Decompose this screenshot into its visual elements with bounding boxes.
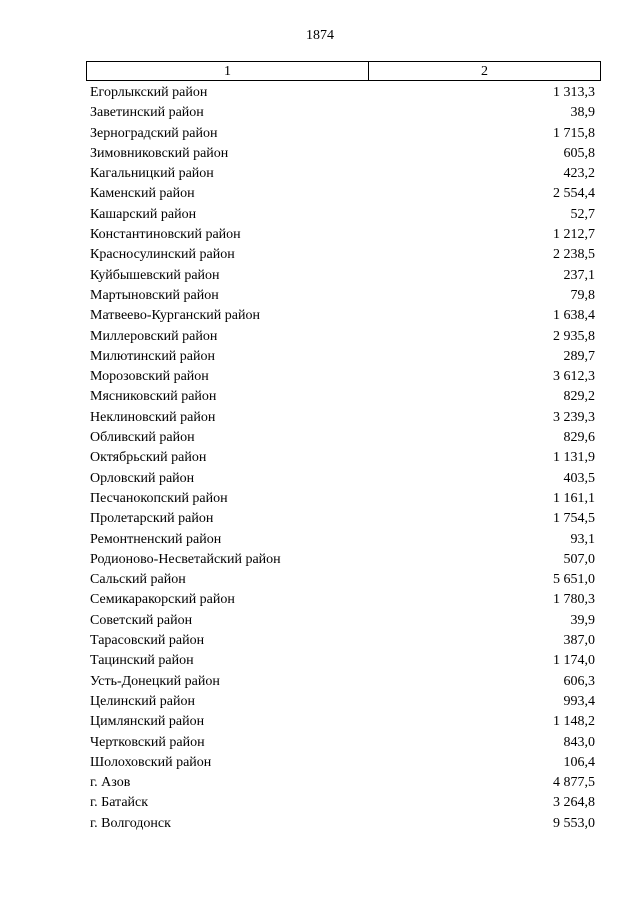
district-value: 4 877,5 bbox=[553, 775, 595, 791]
district-name: Усть-Донецкий район bbox=[90, 673, 220, 689]
district-name: Милютинский район bbox=[90, 348, 216, 364]
table-row bbox=[86, 570, 601, 590]
table-row bbox=[86, 631, 601, 651]
table-row bbox=[86, 509, 601, 529]
table-row bbox=[86, 489, 601, 509]
district-value: 1 313,3 bbox=[553, 85, 595, 100]
district-name: Целинский район bbox=[90, 693, 195, 709]
district-value: 606,3 bbox=[563, 673, 595, 689]
district-value: 507,0 bbox=[563, 551, 595, 567]
table-row bbox=[86, 387, 601, 407]
data-table bbox=[86, 61, 601, 834]
page-number: 1874 bbox=[306, 28, 334, 43]
district-value: 993,4 bbox=[563, 693, 595, 709]
district-name: Заветинский район bbox=[90, 105, 204, 121]
district-name: Кашарский район bbox=[90, 206, 197, 222]
table-row bbox=[86, 448, 601, 468]
table-row bbox=[86, 306, 601, 326]
district-value: 5 651,0 bbox=[553, 572, 595, 588]
table-row bbox=[86, 225, 601, 245]
table-row bbox=[86, 164, 601, 184]
table-header bbox=[86, 61, 601, 81]
district-name: Матвеево-Курганский район bbox=[90, 308, 260, 324]
district-name: Зимовниковский район bbox=[90, 145, 229, 161]
district-value: 237,1 bbox=[563, 267, 595, 283]
table-row bbox=[86, 428, 601, 448]
district-value: 106,4 bbox=[563, 754, 595, 770]
district-name: Куйбышевский район bbox=[90, 267, 220, 283]
table-row bbox=[86, 611, 601, 631]
table-row bbox=[86, 205, 601, 225]
table-row bbox=[86, 550, 601, 570]
district-value: 423,2 bbox=[563, 166, 595, 182]
district-name: Чертковский район bbox=[90, 734, 205, 750]
table-row bbox=[86, 144, 601, 164]
district-name: Мартыновский район bbox=[90, 287, 219, 303]
district-name: Тацинский район bbox=[90, 653, 194, 669]
district-value: 2 238,5 bbox=[553, 247, 595, 263]
district-value: 1 148,2 bbox=[553, 714, 595, 730]
district-value: 843,0 bbox=[563, 734, 595, 750]
district-value: 39,9 bbox=[570, 612, 595, 628]
district-value: 387,0 bbox=[563, 633, 595, 649]
table-row bbox=[86, 327, 601, 347]
district-value: 2 935,8 bbox=[553, 328, 595, 344]
table-row bbox=[86, 266, 601, 286]
district-value: 1 161,1 bbox=[553, 490, 595, 506]
table-row bbox=[86, 347, 601, 367]
table-row bbox=[86, 286, 601, 306]
district-name: Тарасовский район bbox=[90, 633, 205, 649]
district-value: 289,7 bbox=[563, 348, 595, 364]
district-name: Шолоховский район bbox=[90, 754, 212, 770]
table-row bbox=[86, 245, 601, 265]
district-value: 403,5 bbox=[563, 470, 595, 486]
district-name: Константиновский район bbox=[90, 227, 241, 243]
district-name: Цимлянский район bbox=[90, 714, 205, 730]
district-name: г. Батайск bbox=[90, 795, 149, 811]
district-name: Пролетарский район bbox=[90, 511, 214, 527]
district-name: Миллеровский район bbox=[90, 328, 218, 344]
district-value: 9 553,0 bbox=[553, 815, 595, 831]
district-name: Красносулинский район bbox=[90, 247, 235, 263]
table-row bbox=[86, 773, 601, 793]
district-value: 605,8 bbox=[563, 145, 595, 161]
table-row bbox=[86, 469, 601, 489]
table-row bbox=[86, 793, 601, 813]
district-value: 1 174,0 bbox=[553, 653, 595, 669]
district-value: 93,1 bbox=[570, 531, 595, 547]
district-name: г. Волгодонск bbox=[90, 815, 171, 831]
table-row bbox=[86, 408, 601, 428]
district-name: Родионово-Несветайский район bbox=[90, 551, 281, 567]
district-name: Ремонтненский район bbox=[90, 531, 222, 547]
district-value: 1 212,7 bbox=[553, 227, 595, 243]
district-name: Зерноградский район bbox=[90, 125, 218, 141]
district-name: Октябрьский район bbox=[90, 450, 207, 466]
district-name: г. Азов bbox=[90, 775, 131, 791]
district-name: Обливский район bbox=[90, 430, 195, 446]
table-row bbox=[86, 124, 601, 144]
district-name: Советский район bbox=[90, 612, 193, 628]
district-name: Сальский район bbox=[90, 572, 186, 588]
district-value: 1 638,4 bbox=[553, 308, 595, 324]
table-body bbox=[86, 83, 601, 834]
district-value: 1 715,8 bbox=[553, 125, 595, 141]
table-row bbox=[86, 672, 601, 692]
district-value: 3 264,8 bbox=[553, 795, 595, 811]
district-name: Песчанокопский район bbox=[90, 490, 228, 506]
district-value: 1 754,5 bbox=[553, 511, 595, 527]
table-row bbox=[86, 367, 601, 387]
district-name: Мясниковский район bbox=[90, 389, 217, 405]
table-row bbox=[86, 651, 601, 671]
district-name: Неклиновский район bbox=[90, 409, 216, 425]
district-value: 2 554,4 bbox=[553, 186, 595, 202]
column-header-1: 1 bbox=[87, 62, 369, 80]
table-row bbox=[86, 530, 601, 550]
district-value: 79,8 bbox=[570, 287, 595, 303]
district-value: 829,6 bbox=[563, 430, 595, 446]
district-value: 1 131,9 bbox=[553, 450, 595, 466]
column-header-2: 2 bbox=[481, 64, 488, 79]
district-value: 38,9 bbox=[570, 105, 595, 121]
table-row bbox=[86, 753, 601, 773]
district-name: Орловский район bbox=[90, 470, 195, 486]
district-name: Кагальницкий район bbox=[90, 166, 214, 182]
table-row bbox=[86, 692, 601, 712]
table-row bbox=[86, 83, 601, 103]
district-name: Морозовский район bbox=[90, 369, 209, 385]
table-row bbox=[86, 590, 601, 610]
district-name: Каменский район bbox=[90, 186, 195, 202]
district-value: 3 612,3 bbox=[553, 369, 595, 385]
table-row bbox=[86, 712, 601, 732]
table-row bbox=[86, 733, 601, 753]
district-value: 829,2 bbox=[563, 389, 595, 405]
district-name: Семикаракорский район bbox=[90, 592, 235, 608]
table-row bbox=[86, 184, 601, 204]
district-value: 52,7 bbox=[570, 206, 595, 222]
district-value: 1 780,3 bbox=[553, 592, 595, 608]
district-name: Егорлыкский район bbox=[90, 85, 208, 100]
district-value: 3 239,3 bbox=[553, 409, 595, 425]
table-row bbox=[86, 814, 601, 834]
table-row bbox=[86, 103, 601, 123]
